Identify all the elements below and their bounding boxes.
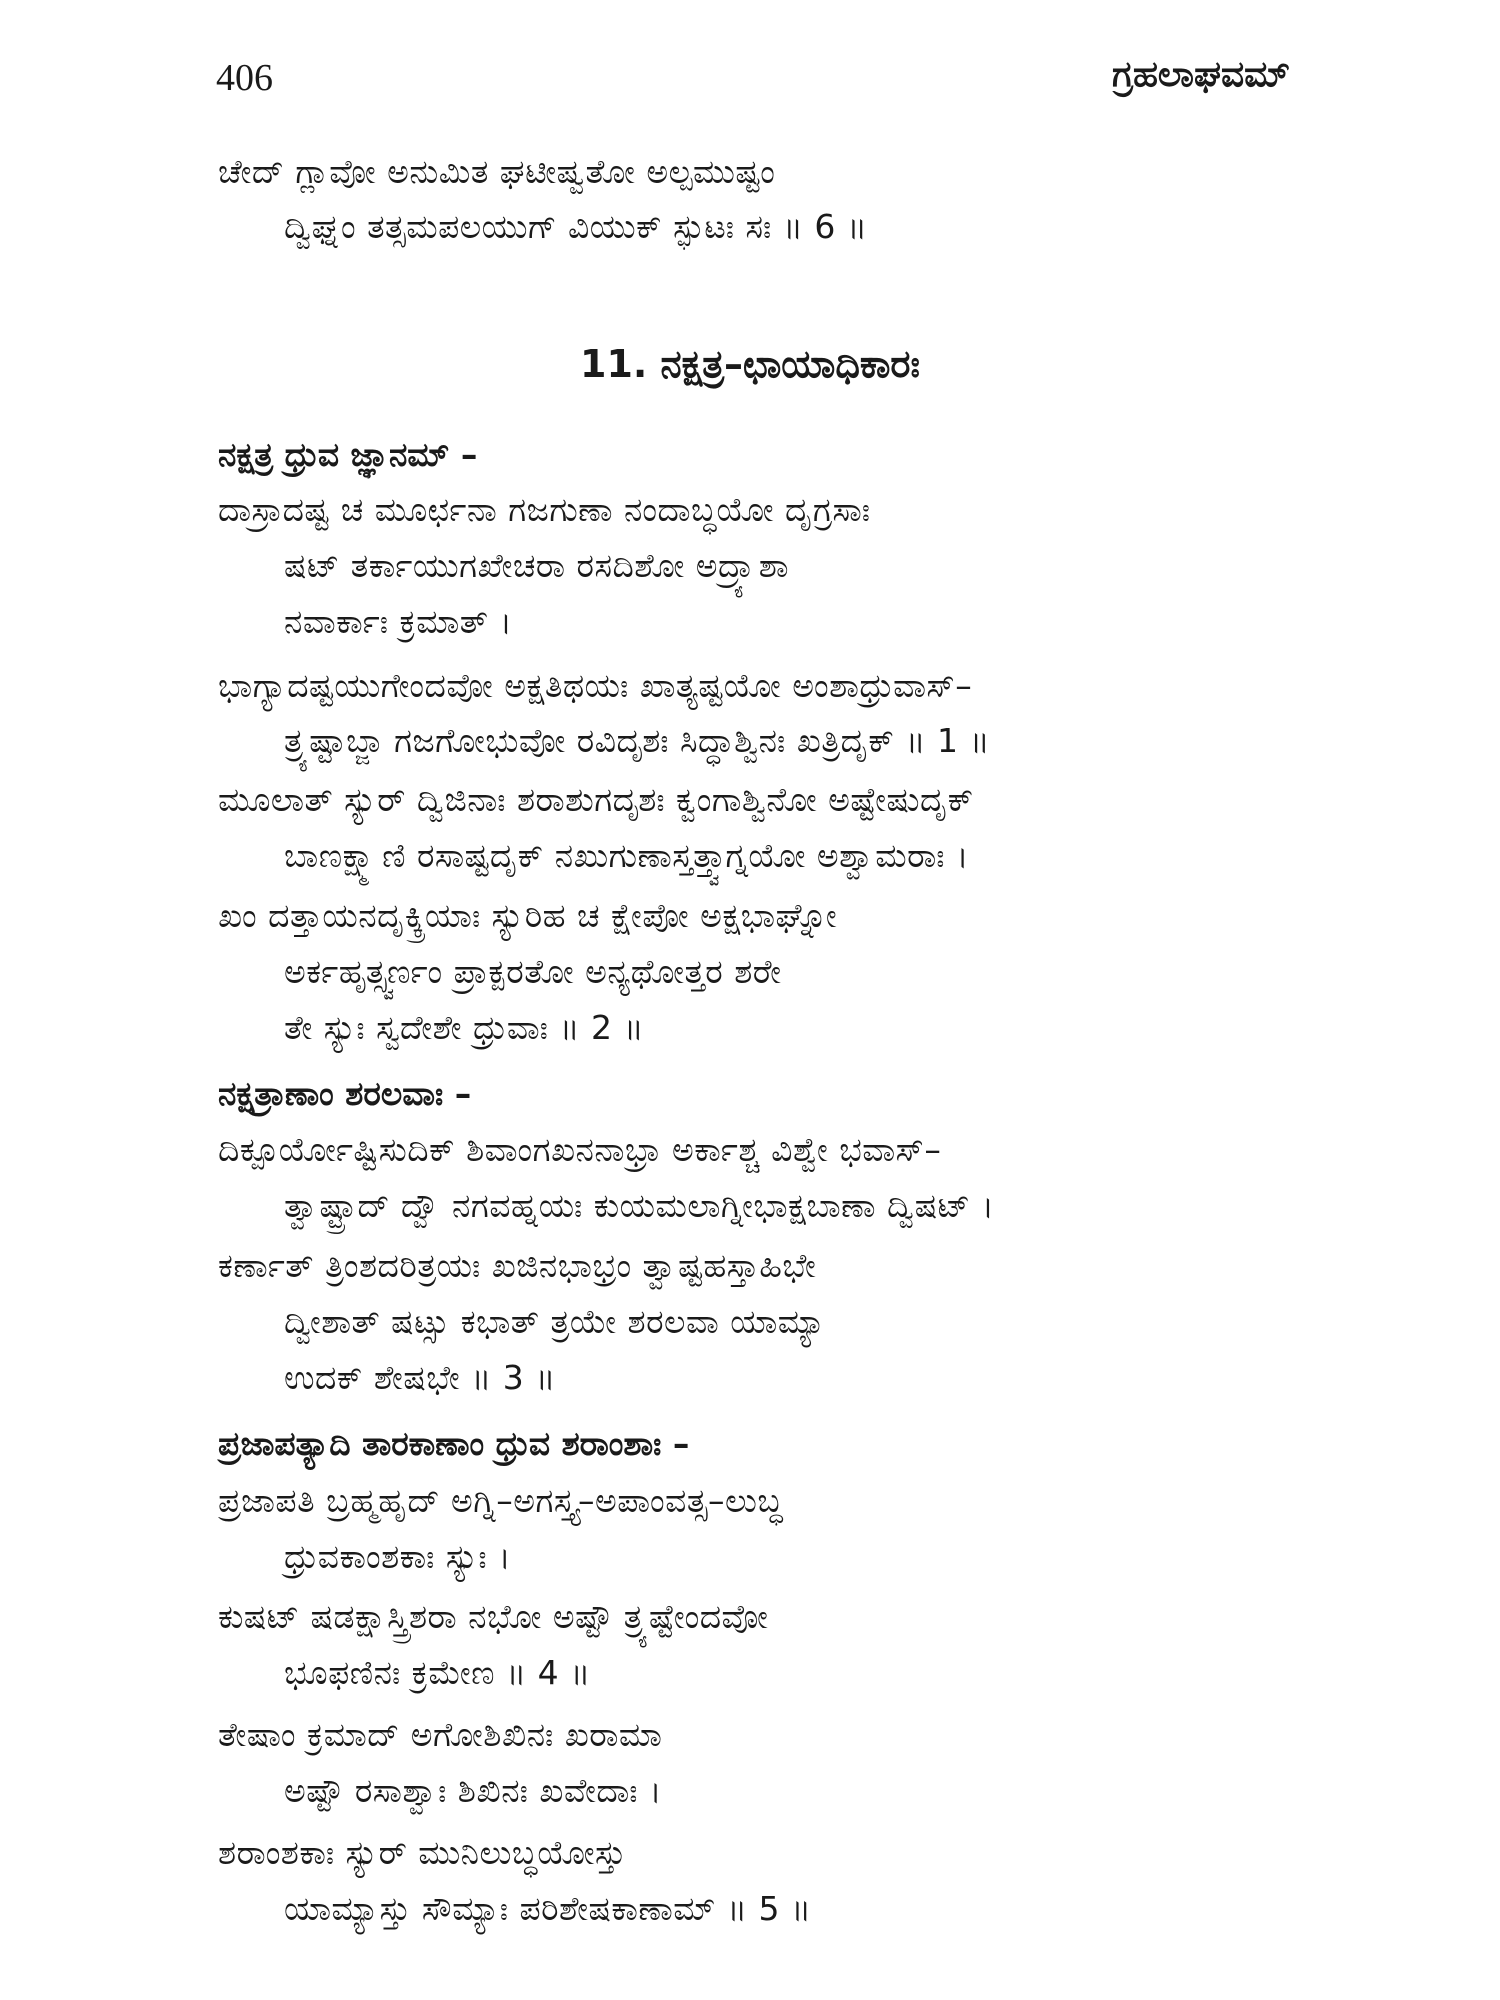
- verse-line: ಅಷ್ಟೌ ರಸಾಶ್ವಾಃ ಶಿಖಿನಃ ಖವೇದಾಃ ।: [284, 1771, 663, 1810]
- verse-line: ಶರಾಂಶಕಾಃ ಸ್ಯುರ್ ಮುನಿಲುಬ್ಧಯೋಸ್ತು: [218, 1833, 627, 1872]
- verse-line: ಭೂಫಣಿನಃ ಕ್ರಮೇಣ ॥ 4 ॥: [284, 1653, 591, 1692]
- verse-line: ಖಂ ದತ್ತಾಯನದೃಕ್ಕ್ರಿಯಾಃ ಸ್ಯುರಿಹ ಚ ಕ್ಷೇಪೋ ಅಕ್ಷಭಾಘ್ನೋ: [218, 896, 838, 935]
- verse-line: ನವಾರ್ಕಾಃ ಕ್ರಮಾತ್ ।: [284, 602, 513, 641]
- running-header: ಗ್ರಹಲಾಘವಮ್: [1111, 54, 1290, 95]
- verse-line: ತ್ವಾಷ್ಟ್ರಾದ್ ದ್ವೌ ನಗವಹ್ನಯಃ ಕುಯಮಲಾಗ್ನೀಭಾಕ್ಷಬಾಣಾ ದ್ವಿಷಟ್ ।: [284, 1186, 995, 1225]
- chapter-heading: 11. ನಕ್ಷತ್ರ–ಛಾಯಾಧಿಕಾರಃ: [580, 342, 920, 386]
- section-heading: ನಕ್ಷತ್ರ ಧ್ರುವ ಜ್ಞಾನಮ್ –: [218, 435, 478, 474]
- verse-line: ಬಾಣಕ್ಷ್ಮಾಣಿ ರಸಾಷ್ಟದೃಕ್ ನಖುಗುಣಾಸ್ತತ್ತ್ವಾಗ್ನಯೋ ಅಶ್ವಾಮರಾಃ ।: [284, 836, 970, 875]
- verse-line: ಕುಷಟ್ ಷಡಕ್ಷಾಸ್ತ್ರಿಶರಾ ನಭೋ ಅಷ್ಟೌ ತ್ರ್ಯಷ್ಟೇಂದವೋ: [218, 1597, 769, 1636]
- verse-line: ಭಾಗ್ಯಾದಷ್ಟಯುಗೇಂದವೋ ಅಕ್ಷತಿಥಯಃ ಖಾತ್ಯಷ್ಟಯೋ ಅಂಶಾಧ್ರುವಾಸ್–: [218, 666, 973, 705]
- verse-line: ತ್ರ್ಯಷ್ಟಾಬ್ಜಾ ಗಜಗೋಭುವೋ ರವಿದೃಶಃ ಸಿದ್ಧಾಶ್ವಿನಃ ಖತ್ರಿದೃಕ್ ॥ 1 ॥: [284, 721, 991, 760]
- verse-line: ಷಟ್ ತರ್ಕಾಯುಗಖೇಚರಾ ರಸದಿಶೋ ಅದ್ರ್ಯಾಶಾ: [284, 546, 789, 585]
- verse-line: ಚೇದ್ ಗ್ಲಾವೋ ಅನುಮಿತ ಘಟೀಷ್ವತೋ ಅಲ್ಪಮುಷ್ಟಂ: [218, 152, 776, 191]
- verse-line: ಯಾಮ್ಯಾಸ್ತು ಸೌಮ್ಯಾಃ ಪರಿಶೇಷಕಾಣಾಮ್ ॥ 5 ॥: [284, 1889, 812, 1928]
- section-heading: ಪ್ರಜಾಪತ್ಯಾದಿ ತಾರಕಾಣಾಂ ಧ್ರುವ ಶರಾಂಶಾಃ –: [218, 1424, 690, 1463]
- verse-line: ದ್ವೀಶಾತ್ ಷಟ್ಸು ಕಭಾತ್ ತ್ರಯೇ ಶರಲವಾ ಯಾಮ್ಯಾ: [284, 1302, 826, 1341]
- section-heading: ನಕ್ಷತ್ರಾಣಾಂ ಶರಲವಾಃ –: [218, 1074, 472, 1113]
- verse-line: ಕರ್ಣಾತ್ ತ್ರಿಂಶದರಿತ್ರಯಃ ಖಜಿನಭಾಭ್ರಂ ತ್ವಾಷ್ಟಹಸ್ತಾಹಿಭೇ: [218, 1246, 817, 1285]
- verse-line: ತೇಷಾಂ ಕ್ರಮಾದ್ ಅಗೋಶಿಖಿನಃ ಖರಾಮಾ: [218, 1715, 663, 1754]
- verse-line: ಉದಕ್ ಶೇಷಭೇ ॥ 3 ॥: [284, 1358, 556, 1397]
- verse-line: ಧ್ರುವಕಾಂಶಕಾಃ ಸ್ಯುಃ ।: [284, 1537, 512, 1576]
- verse-line: ದಾಸ್ರಾದಷ್ಟ ಚ ಮೂರ್ಛನಾ ಗಜಗುಣಾ ನಂದಾಬ್ಧಯೋ ದೃಗ್ರಸಾಃ: [218, 490, 871, 529]
- page-number: 406: [216, 57, 273, 99]
- verse-line: ತೇ ಸ್ಯುಃ ಸ್ವದೇಶೇ ಧ್ರುವಾಃ ॥ 2 ॥: [284, 1008, 645, 1047]
- verse-line: ದ್ವಿಘ್ನಂ ತತ್ಸಮಪಲಯುಗ್ ವಿಯುಕ್ ಸ್ಫುಟಃ ಸಃ ॥ 6 ॥: [284, 207, 868, 246]
- verse-line: ಮೂಲಾತ್ ಸ್ಯುರ್ ದ್ವಿಜಿನಾಃ ಶರಾಶುಗದೃಶಃ ಕ್ವಂಗಾಶ್ವಿನೋ ಅಷ್ಟೇಷುದೃಕ್: [218, 780, 974, 819]
- verse-line: ದಿಕ್ಪೂರ್ಯೋಷ್ಟಿಸುದಿಕ್ ಶಿವಾಂಗಖನನಾಭ್ರಾ ಅರ್ಕಾಶ್ಚ ವಿಶ್ವೇ ಭವಾಸ್–: [218, 1130, 942, 1169]
- verse-line: ಅರ್ಕಹೃತ್ಸ್ವರ್ಣಂ ಪ್ರಾಕ್ಪರತೋ ಅನ್ಯಥೋತ್ತರ ಶರೇ: [284, 952, 782, 991]
- verse-line: ಪ್ರಜಾಪತಿ ಬ್ರಹ್ಮಹೃದ್ ಅಗ್ನಿ–ಅಗಸ್ತ್ಯ–ಅಪಾಂವತ್ಸ–ಲುಬ್ಧ: [218, 1481, 783, 1520]
